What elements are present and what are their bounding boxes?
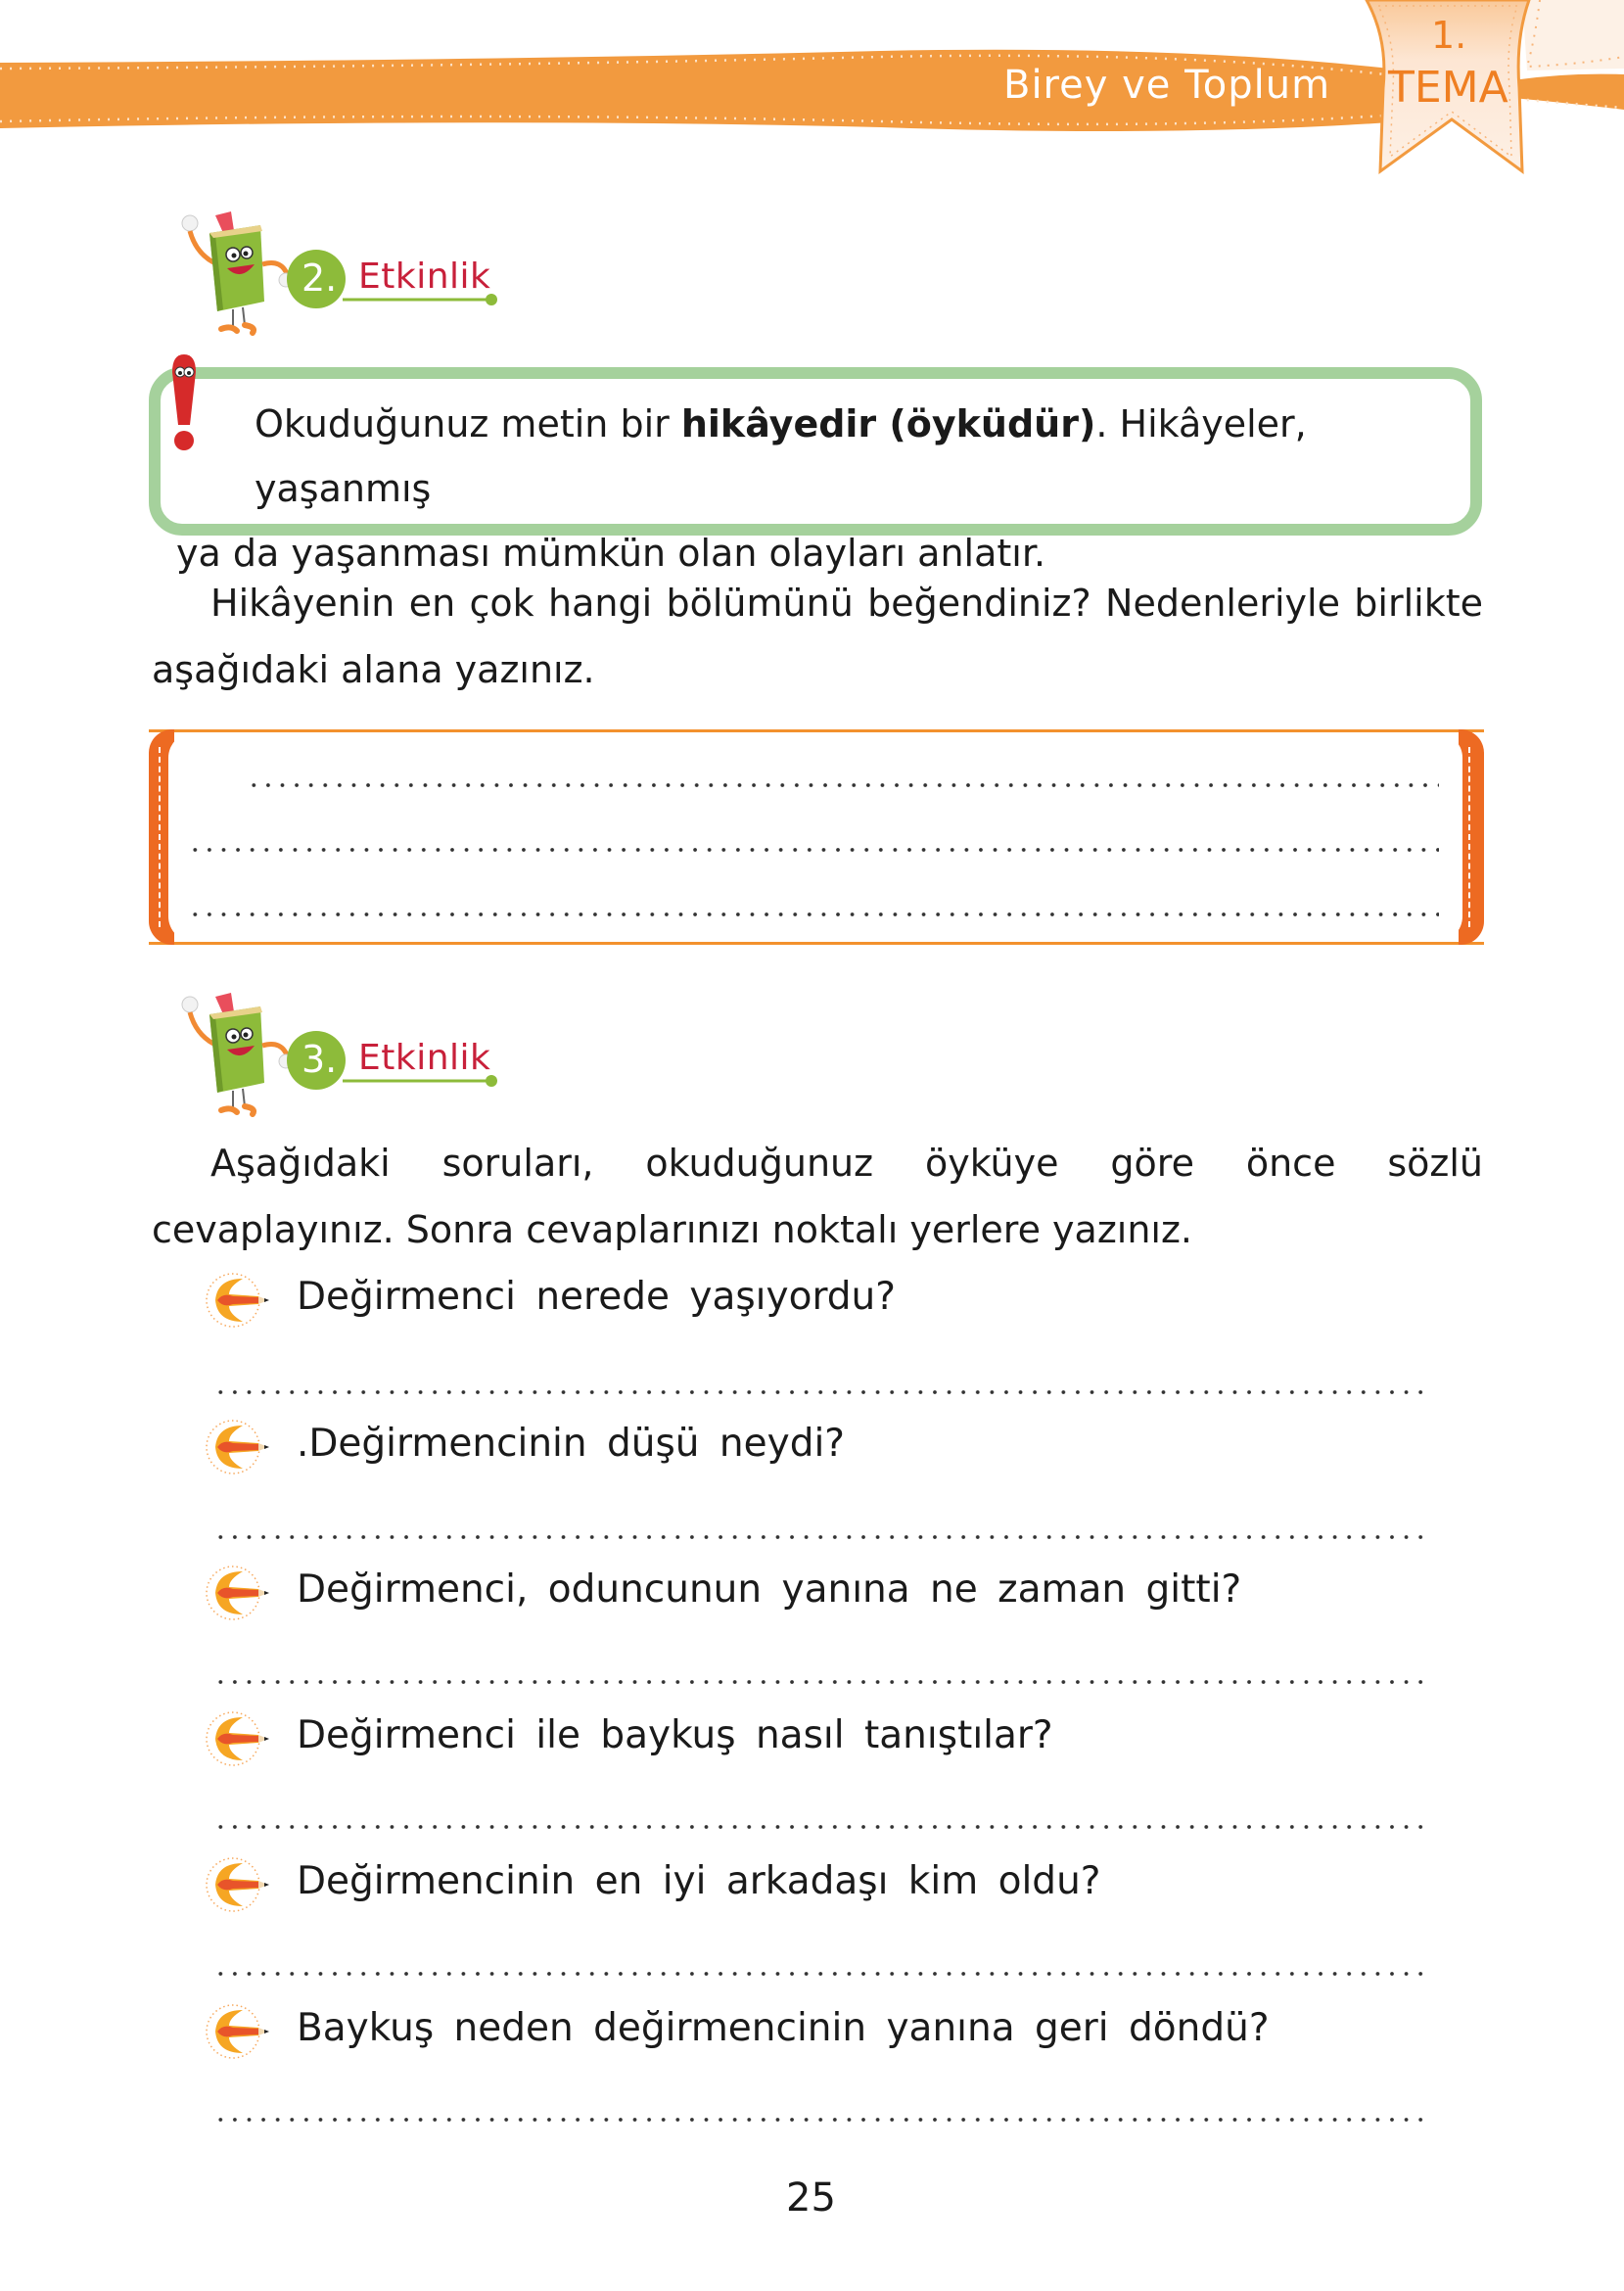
- activity-2-prompt: [152, 570, 1483, 703]
- answer-line[interactable]: [213, 2118, 1427, 2122]
- activity-number: 3.: [302, 1038, 338, 1081]
- pencil-bullet-icon: [204, 1564, 272, 1622]
- answer-line[interactable]: [213, 1972, 1427, 1976]
- activity-title: Etkinlik: [358, 257, 491, 297]
- question-item: [204, 1564, 1437, 1622]
- answer-line[interactable]: [213, 1390, 1427, 1394]
- answer-area[interactable]: [168, 732, 1462, 942]
- pencil-bullet-icon: [204, 1271, 272, 1330]
- question-text: Değirmenci ile baykuş nasıl tanıştılar?: [297, 1713, 1053, 1757]
- answer-line[interactable]: [213, 1680, 1427, 1684]
- theme-header: [0, 0, 1624, 186]
- answer-line[interactable]: [213, 1535, 1427, 1539]
- question-item: [204, 1271, 1437, 1330]
- theme-label: TEMA: [1388, 63, 1508, 113]
- activity-3-heading: [166, 985, 519, 1122]
- ribbon-banner: [0, 0, 1624, 186]
- question-text: .Değirmencinin düşü neydi?: [297, 1422, 846, 1466]
- theme-title: Birey ve Toplum: [1003, 63, 1331, 108]
- prompt-text: Aşağıdaki soruları, okuduğunuz öyküye göre önce sözlü cevaplayınız. Sonra cevaplarınızı noktalı yerlere yazınız.: [152, 1142, 1483, 1251]
- answer-line-2[interactable]: [188, 848, 1439, 852]
- prompt-text: Hikâyenin en çok hangi bölümünü beğendiniz? Nedenleriyle birlikte aşağıdaki alana yazınız.: [152, 582, 1483, 691]
- pencil-bullet-icon: [204, 2002, 272, 2061]
- question-text: Değirmenci, oduncunun yanına ne zaman gitti?: [297, 1567, 1242, 1612]
- pencil-bullet-icon: [204, 1855, 272, 1914]
- info-text-bold: hikâyedir (öyküdür): [680, 402, 1096, 445]
- question-item: [204, 1418, 1437, 1476]
- answer-line[interactable]: [213, 1825, 1427, 1829]
- answer-line-1[interactable]: [247, 783, 1439, 787]
- activity-title: Etkinlik: [358, 1038, 491, 1078]
- activity-3-prompt: [152, 1130, 1483, 1263]
- question-item: [204, 2002, 1437, 2061]
- info-text-part: Okuduğunuz metin bir: [255, 402, 681, 445]
- pencil-bullet-icon: [204, 1418, 272, 1476]
- question-item: [204, 1709, 1437, 1768]
- info-text-part: . Hikâyeler, yaşanmış: [255, 402, 1307, 510]
- info-text: [176, 392, 1449, 585]
- pencil-bullet-icon: [204, 1709, 272, 1768]
- question-text: Baykuş neden değirmencinin yanına geri döndü?: [297, 2006, 1270, 2050]
- question-text: Değirmencinin en iyi arkadaşı kim oldu?: [297, 1859, 1101, 1903]
- activity-2-heading: [166, 204, 519, 341]
- answer-line-3[interactable]: [188, 912, 1439, 916]
- activity-number: 2.: [302, 257, 338, 300]
- theme-number: 1.: [1431, 14, 1467, 57]
- info-text-line-2: ya da yaşanması mümkün olan olayları anlatır.: [176, 532, 1046, 575]
- question-text: Değirmenci nerede yaşıyordu?: [297, 1275, 896, 1319]
- page-number: 25: [786, 2175, 836, 2221]
- question-item: [204, 1855, 1437, 1914]
